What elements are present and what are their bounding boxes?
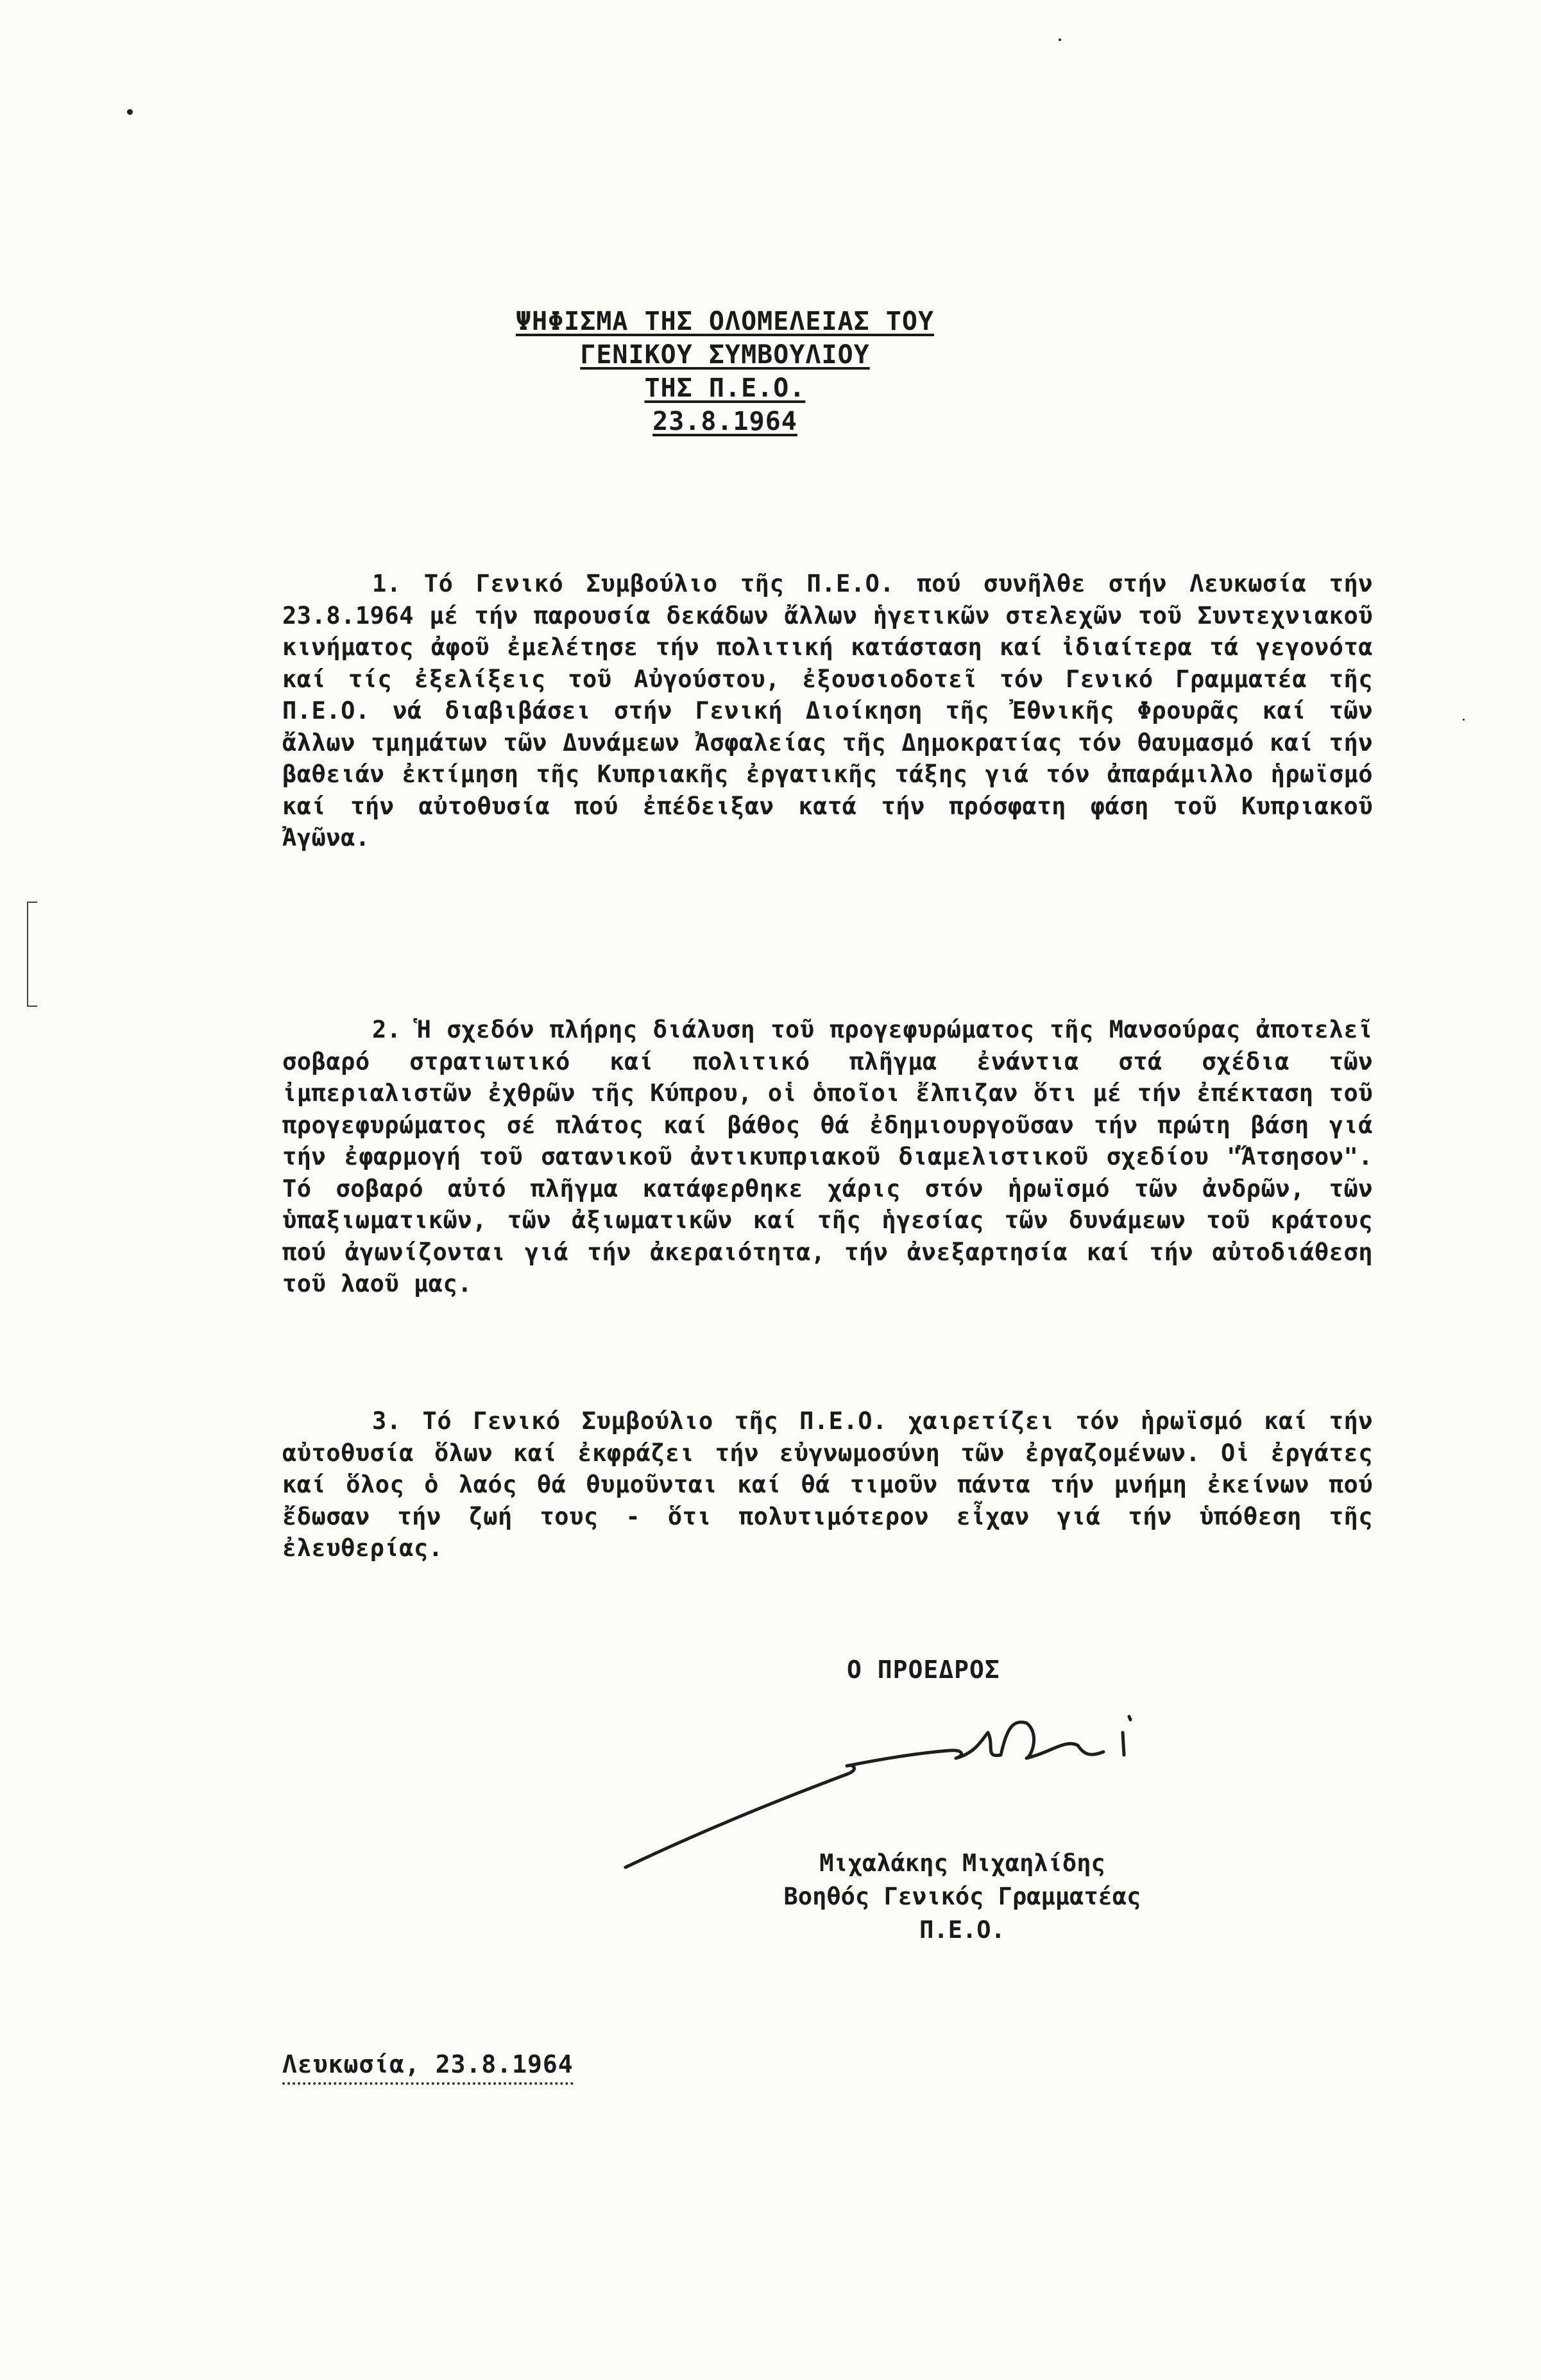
signer-block [738,1847,1187,1947]
signer-org: Π.Ε.Ο. [919,1916,1005,1944]
paragraph-2: 2. Ἡ σχεδόν πλήρης διάλυση τοῦ προγεφυρώματος τῆς Μανσούρας ἀποτελεῖ σοβαρό στρατιωτικό καί πολιτικό πλῆγμα ἐνάντια στά σχέδια τῶν ἰμπεριαλιστῶν ἐχθρῶν τῆς Κύπρου, οἱ ὁποῖοι ἔλπιζαν ὅτι μέ τήν ἐπέκταση τοῦ προγεφυρώματος σέ πλάτος καί βάθος θά ἐδημιουργοῦσαν τήν πρώτη βάση γιά τήν ἐφαρμογή τοῦ σατανικοῦ ἀντικυπριακοῦ διαμελιστικοῦ σχεδίου "Ἄτσησον". Τό σοβαρό αὐτό πλῆγμα κατάφερθηκε χάρις στόν ἡρωϊσμό τῶν ἀνδρῶν, τῶν ὑπαξιωματικῶν, τῶν ἀξιωματικῶν καί τῆς ἡγεσίας τῶν δυνάμεων τοῦ κράτους πού ἀγωνίζονται γιά τήν ἀκεραιότητα, τήν ἀνεξαρτησία καί τήν αὐτοδιάθεση τοῦ λαοῦ μας. [282,1016,1373,1297]
paragraph-1: 1. Τό Γενικό Συμβούλιο τῆς Π.Ε.Ο. πού συνῆλθε στήν Λευκωσία τήν 23.8.1964 μέ τήν παρουσία δεκάδων ἄλλων ἡγετικῶν στελεχῶν τοῦ Συντεχνιακοῦ κινήματος ἀφοῦ ἐμελέτησε τήν πολιτική κατάσταση καί ἰδιαίτερα τά γεγονότα καί τίς ἐξελίξεις τοῦ Αὐγούστου, ἐξουσιοδοτεῖ τόν Γενικό Γραμματέα τῆς Π.Ε.Ο. νά διαβιβάσει στήν Γενική Διοίκηση τῆς Ἐθνικῆς Φρουρᾶς καί τῶν ἄλλων τμημάτων τῶν Δυνάμεων Ἀσφαλείας τῆς Δημοκρατίας τόν θαυμασμό καί τήν βαθειάν ἐκτίμηση τῆς Κυπριακῆς ἐργατικῆς τάξης γιά τόν ἀπαράμιλλο ἡρωϊσμό καί τήν αὐτοθυσία πού ἐπέδειξαν κατά τήν πρόσφατη φάση τοῦ Κυπριακοῦ Ἀγῶνα. [282,570,1373,852]
heading-line: ΤΗΣ Π.Ε.Ο. [644,373,806,403]
heading-line: ΓΕΝΙΚΟΥ ΣΥΜΒΟΥΛΙΟΥ [580,340,870,370]
margin-bracket [27,902,37,1007]
ink-speck [1463,719,1465,721]
document-heading [488,305,962,438]
president-title: Ο ΠΡΟΕΔΡΟΣ [847,1656,1000,1684]
paragraph-3: 3. Τό Γενικό Συμβούλιο τῆς Π.Ε.Ο. χαιρετίζει τόν ἡρωϊσμό καί τήν αὐτοθυσία ὅλων καί ἐκφράζει τήν εὐγνωμοσύνη τῶν ἐργαζομένων. Οἱ ἐργάτες καί ὅλος ὁ λαός θά θυμοῦνται καί θά τιμοῦν πάντα τήν μνήμη ἐκείνων πού ἔδωσαν τήν ζωή τους - ὅτι πολυτιμότερον εἶχαν γιά τήν ὑπόθεση τῆς ἐλευθερίας. [282,1407,1373,1562]
ink-speck [127,109,133,115]
heading-date: 23.8.1964 [652,407,797,436]
signer-name: Μιχαλάκης Μιχαηλίδης [819,1849,1105,1877]
signer-role: Βοηθός Γενικός Γραμματέας [783,1883,1141,1910]
heading-line: ΨΗΦΙΣΜΑ ΤΗΣ ΟΛΟΜΕΛΕΙΑΣ ΤΟΥ [515,307,935,336]
ink-speck [1059,39,1061,41]
place-date: Λευκωσία, 23.8.1964 [282,2050,574,2085]
